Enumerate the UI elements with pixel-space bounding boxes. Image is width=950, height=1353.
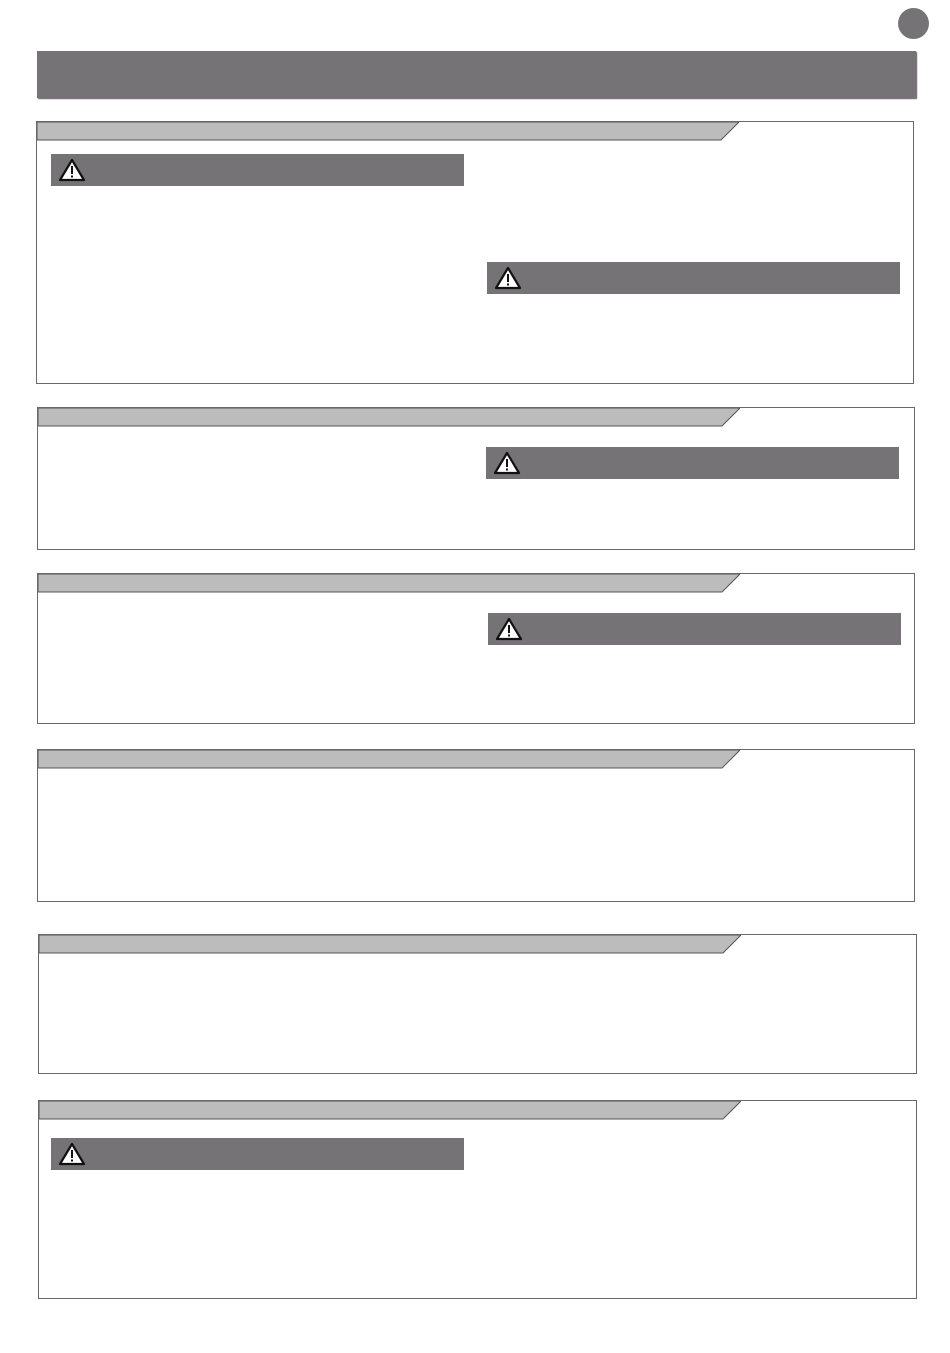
section-4-title-tab — [38, 750, 740, 768]
warning-triangle-icon — [58, 158, 86, 182]
section-1-warning-bar-left — [51, 154, 464, 186]
warning-triangle-icon — [494, 266, 522, 290]
section-1 — [36, 121, 914, 384]
section-2 — [37, 407, 915, 550]
section-2-title-tab — [38, 408, 740, 426]
page-marker-dot — [898, 8, 929, 39]
warning-triangle-icon — [58, 1142, 86, 1166]
section-6 — [38, 1100, 917, 1299]
warning-triangle-icon — [493, 451, 521, 475]
section-3 — [37, 573, 915, 724]
section-6-title-tab — [39, 1101, 741, 1119]
section-4 — [37, 749, 915, 902]
warning-triangle-icon — [495, 617, 523, 641]
section-3-title-tab — [38, 574, 740, 592]
section-2-warning-bar — [486, 447, 899, 479]
section-5 — [38, 934, 917, 1074]
section-5-title-tab — [39, 935, 741, 953]
section-6-warning-bar — [51, 1138, 464, 1170]
section-1-warning-bar-right — [487, 262, 900, 294]
section-3-warning-bar — [488, 613, 901, 645]
page-header-banner — [37, 51, 916, 98]
section-1-title-tab — [37, 122, 739, 140]
